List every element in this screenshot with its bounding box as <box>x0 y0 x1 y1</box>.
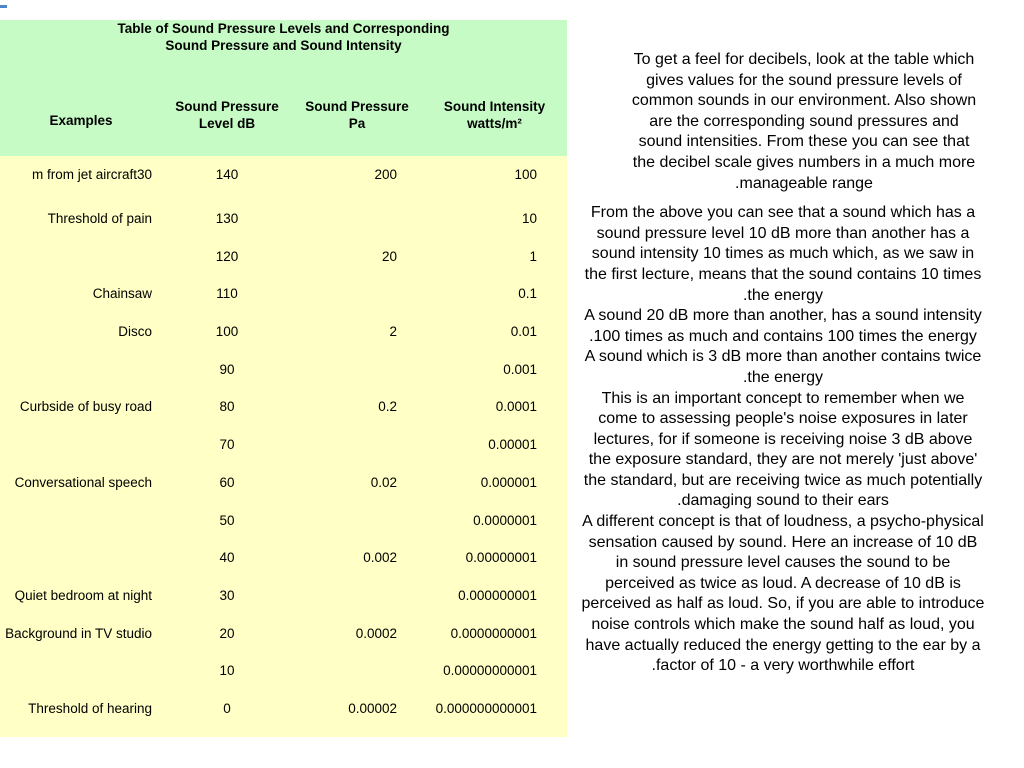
example-text: Threshold of pain <box>47 211 152 227</box>
example-text: Chainsaw <box>92 286 152 302</box>
cell-intensity: 0.01 <box>422 313 567 351</box>
cell-intensity: 0.000001 <box>422 464 567 502</box>
intro-line: gives values for the sound pressure levels of <box>646 71 962 89</box>
cell-intensity: 10 <box>422 200 567 238</box>
cell-example <box>0 539 162 577</box>
body-line: .the energy <box>742 286 824 304</box>
table-row <box>0 156 567 200</box>
table-bottom-padding <box>0 727 567 737</box>
intro-line: To get a feel for decibels, look at the table which <box>633 51 975 68</box>
body-line: sound pressure level 10 dB more than another has a <box>596 224 970 242</box>
cell-example <box>0 464 162 502</box>
header-sp-line1: Sound Pressure <box>305 99 409 114</box>
example-text: Quiet bedroom at night <box>14 587 152 603</box>
body-line: lectures, for if someone is receiving noise 3 dB above <box>593 430 973 448</box>
cell-example <box>0 313 162 351</box>
cell-example <box>0 690 162 728</box>
cell-db: 90 <box>162 350 292 388</box>
cell-pa: 200 <box>292 156 422 200</box>
table-row <box>0 652 567 690</box>
body-line: A different concept is that of loudness, a psycho-physical <box>582 513 984 531</box>
cell-pa: 20 <box>292 237 422 275</box>
cell-pa <box>292 501 422 539</box>
cell-example <box>0 200 162 238</box>
example-text: Curbside of busy road <box>19 399 152 415</box>
explanation-text <box>567 50 999 677</box>
intro-line: .manageable range <box>735 174 873 192</box>
body-paragraphs <box>567 203 999 677</box>
header-sound-pressure-level <box>162 94 292 156</box>
body-line: have actually reduced the energy getting to the ear by a <box>585 636 981 654</box>
cell-pa <box>292 577 422 615</box>
table-row <box>0 313 567 351</box>
table-row <box>0 614 567 652</box>
cell-example <box>0 426 162 464</box>
table-row <box>0 426 567 464</box>
cell-pa: 0.02 <box>292 464 422 502</box>
cell-pa <box>292 652 422 690</box>
cell-db: 80 <box>162 388 292 426</box>
table-row <box>0 275 567 313</box>
cell-db: 0 <box>162 690 292 728</box>
cell-example <box>0 350 162 388</box>
cell-db: 30 <box>162 577 292 615</box>
cell-db: 50 <box>162 501 292 539</box>
cell-intensity: 0.000000000001 <box>422 690 567 728</box>
body-line: the standard, but are receiving twice as much potentially <box>583 471 983 489</box>
example-text: Disco <box>118 324 152 340</box>
body-line: This is an important concept to remember when we <box>601 389 965 407</box>
corner-mark <box>0 5 7 8</box>
cell-example <box>0 156 162 200</box>
body-line: .100 times as much and contains 100 times the energy <box>589 327 977 345</box>
cell-db: 60 <box>162 464 292 502</box>
cell-intensity: 1 <box>422 237 567 275</box>
header-sound-pressure <box>292 94 422 156</box>
body-line: .factor of 10 - a very worthwhile effort <box>651 657 915 675</box>
sound-levels-table <box>0 20 567 737</box>
table-title-line1: Table of Sound Pressure Levels and Corresponding <box>117 21 450 36</box>
cell-example <box>0 652 162 690</box>
header-si-line1: Sound Intensity <box>443 99 546 114</box>
body-line: the exposure standard, they are not merely 'just above' <box>588 451 978 469</box>
cell-example <box>0 237 162 275</box>
table-row <box>0 388 567 426</box>
header-spl-line2: Level dB <box>198 116 256 131</box>
body-line: .the energy <box>742 368 824 386</box>
cell-example <box>0 501 162 539</box>
table-header-row <box>0 94 567 156</box>
example-text: m from jet aircraft30 <box>31 167 152 183</box>
table-row <box>0 350 567 388</box>
cell-pa: 0.2 <box>292 388 422 426</box>
cell-db: 70 <box>162 426 292 464</box>
cell-db: 20 <box>162 614 292 652</box>
body-line: A sound 20 dB more than another, has a sound intensity <box>584 307 982 325</box>
cell-example <box>0 388 162 426</box>
body-line: sound intensity 10 times as much which, as we saw in <box>591 245 975 263</box>
cell-intensity: 100 <box>422 156 567 200</box>
header-examples-label: Examples <box>49 112 113 128</box>
cell-pa: 0.0002 <box>292 614 422 652</box>
body-line: From the above you can see that a sound which has a <box>590 204 976 222</box>
header-examples <box>0 94 162 156</box>
body-line: .damaging sound to their ears <box>677 492 889 510</box>
body-line: come to assessing people's noise exposures in later <box>598 410 968 428</box>
header-sound-intensity <box>422 94 567 156</box>
cell-db: 110 <box>162 275 292 313</box>
cell-example <box>0 275 162 313</box>
header-si-line2: watts/m² <box>467 116 522 131</box>
cell-intensity: 0.1 <box>422 275 567 313</box>
intro-line: sound intensities. From these you can see that <box>638 133 970 151</box>
cell-pa <box>292 200 422 238</box>
body-line: noise controls which make the sound half as loud, you <box>591 616 975 634</box>
table-row <box>0 690 567 728</box>
cell-db: 10 <box>162 652 292 690</box>
cell-db: 120 <box>162 237 292 275</box>
body-line: sensation caused by sound. Here an increase of 10 dB <box>588 533 978 551</box>
cell-db: 100 <box>162 313 292 351</box>
cell-db: 130 <box>162 200 292 238</box>
cell-intensity: 0.00000000001 <box>422 652 567 690</box>
cell-intensity: 0.000000001 <box>422 577 567 615</box>
cell-db: 40 <box>162 539 292 577</box>
example-text: Conversational speech <box>14 474 152 490</box>
cell-pa: 0.00002 <box>292 690 422 728</box>
intro-paragraph <box>567 50 999 194</box>
cell-pa <box>292 275 422 313</box>
table-row <box>0 200 567 238</box>
body-line: in sound pressure level causes the sound to be <box>615 554 951 572</box>
cell-intensity: 0.00001 <box>422 426 567 464</box>
intro-line: common sounds in our environment. Also shown <box>631 92 977 110</box>
cell-intensity: 0.001 <box>422 350 567 388</box>
table-row <box>0 577 567 615</box>
table-row <box>0 501 567 539</box>
table-title <box>0 20 567 94</box>
cell-db: 140 <box>162 156 292 200</box>
cell-intensity: 0.0000000001 <box>422 614 567 652</box>
header-sp-line2: Pa <box>348 116 366 131</box>
cell-intensity: 0.0001 <box>422 388 567 426</box>
body-line: perceived as half as loud. So, if you are able to introduce <box>581 595 985 613</box>
cell-pa <box>292 426 422 464</box>
table-row <box>0 464 567 502</box>
table-title-row <box>0 20 567 94</box>
body-line: A sound which is 3 dB more than another contains twice <box>584 348 982 366</box>
table-row <box>0 237 567 275</box>
table-title-line2: Sound Pressure and Sound Intensity <box>165 38 402 53</box>
body-line: the first lecture, means that the sound contains 10 times <box>584 265 982 283</box>
example-text: Background in TV studio <box>5 625 152 641</box>
cell-intensity: 0.0000001 <box>422 501 567 539</box>
cell-pa: 2 <box>292 313 422 351</box>
table-body <box>0 156 567 737</box>
cell-pa: 0.002 <box>292 539 422 577</box>
table-bottom-fill <box>0 727 567 737</box>
header-spl-line1: Sound Pressure <box>175 99 279 114</box>
intro-line: are the corresponding sound pressures and <box>649 112 959 130</box>
intro-line: the decibel scale gives numbers in a much more <box>632 153 976 171</box>
cell-example <box>0 577 162 615</box>
example-text: Threshold of hearing <box>28 700 152 716</box>
table-row <box>0 539 567 577</box>
cell-example <box>0 614 162 652</box>
cell-intensity: 0.00000001 <box>422 539 567 577</box>
cell-pa <box>292 350 422 388</box>
body-line: perceived as twice as loud. A decrease of 10 dB is <box>605 574 961 592</box>
